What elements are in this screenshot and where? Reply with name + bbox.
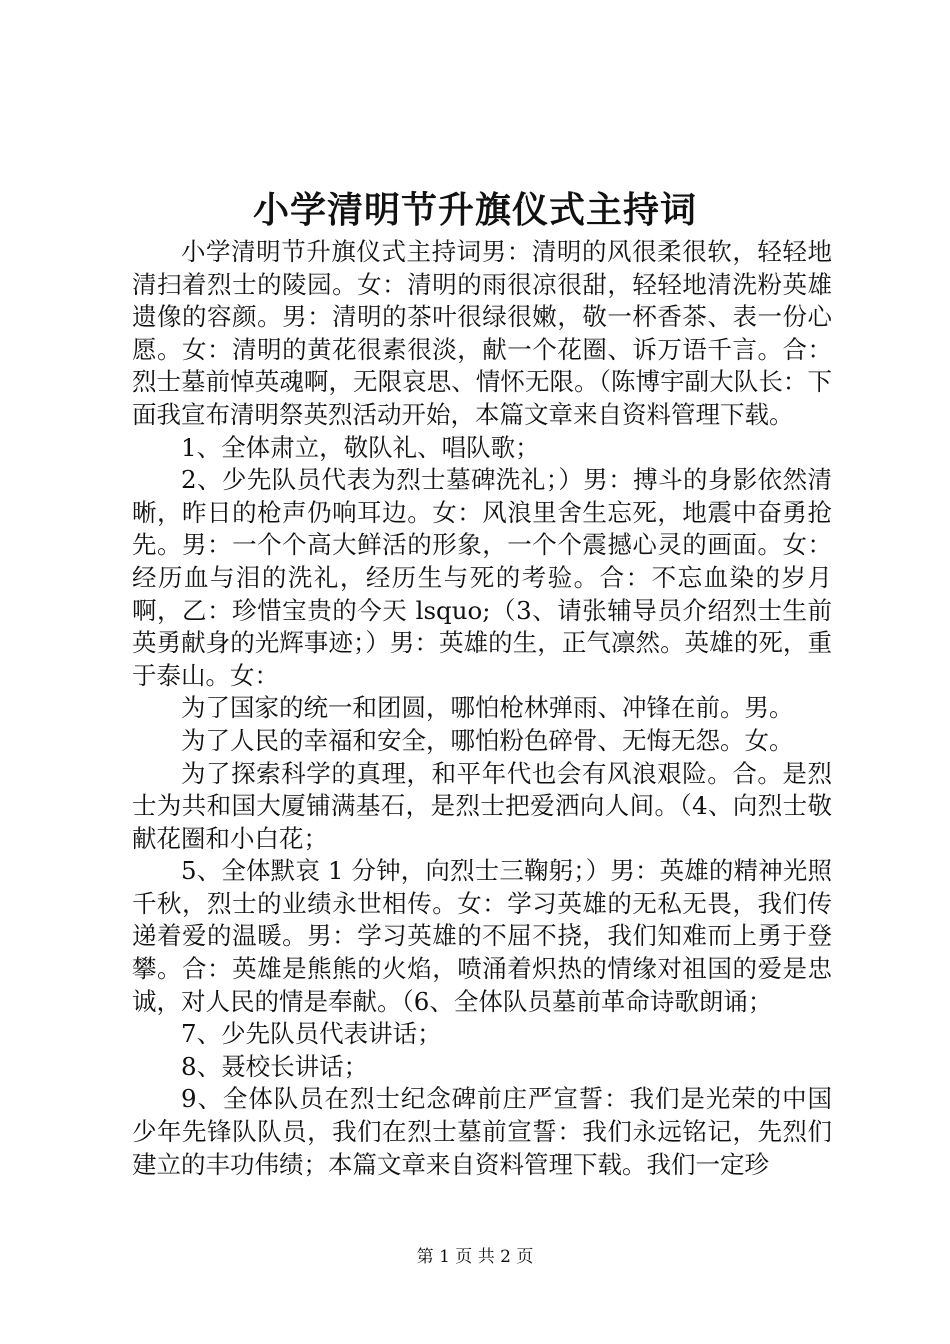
paragraph: 为了国家的统一和团圆，哪怕枪林弹雨、冲锋在前。男。: [181, 693, 794, 723]
paragraph: 9、全体队员在烈士纪念碑前庄严宣誓：我们是光荣的中国少年先锋队队员，我们在烈士墓前宣誓：我们永远铭记，先烈们建立的丰功伟绩；本篇文章来自资料管理下载。我们一定珍: [132, 1084, 832, 1179]
paragraph: 为了探索科学的真理，和平年代也会有风浪艰险。合。是烈士为共和国大厦铺满基石，是烈士把爱洒向人间。（4、向烈士敬献花圈和小白花；: [132, 758, 832, 853]
paragraph: 为了人民的幸福和安全，哪怕粉色碎骨、无悔无怨。女。: [181, 725, 794, 755]
paragraph: 8、聂校长讲话；: [181, 1051, 369, 1081]
paragraph: 7、少先队员代表讲话；: [181, 1019, 442, 1049]
paragraph: 2、少先队员代表为烈士墓碑洗礼；）男：搏斗的身影依然清晰，昨日的枪声仍响耳边。女：风浪里舍生忘死，地震中奋勇抢先。男：一个个高大鲜活的形象，一个个震撼心灵的画面。女：经历血与泪的洗礼，经历生与死的考验。合：不忘血染的岁月啊，乙：珍惜宝贵的今天 lsquo;（3、请张辅导员介绍烈士生前英勇献身的光辉事迹；）男：英雄的生，正气凛然。英雄的死，重于泰山。女：: [132, 465, 832, 690]
document-body: [132, 236, 832, 1181]
paragraph: 1、全体肃立，敬队礼、唱队歌；: [181, 432, 540, 462]
page-number-footer: 第 1 页 共 2 页: [416, 1247, 534, 1267]
paragraph: 5、全体默哀 1 分钟，向烈士三鞠躬；）男：英雄的精神光照千秋，烈士的业绩永世相传。女：学习英雄的无私无畏，我们传递着爱的温暖。男：学习英雄的不屈不挠，我们知难而上勇于登攀。合：英雄是熊熊的火焰，喷涌着炽热的情缘对祖国的爱是忠诚，对人民的情是奉献。（6、全体队员墓前革命诗歌朗诵；: [132, 856, 832, 1016]
paragraph: 小学清明节升旗仪式主持词男：清明的风很柔很软，轻轻地清扫着烈士的陵园。女：清明的雨很凉很甜，轻轻地清洗粉英雄遗像的容颜。男：清明的茶叶很绿很嫩，敬一杯香茶、表一份心愿。女：清明的黄花很素很淡，献一个花圈、诉万语千言。合：烈士墓前悼英魂啊，无限哀思、情怀无限。（陈博宇副大队长：下面我宣布清明祭英烈活动开始，本篇文章来自资料管理下载。: [132, 237, 832, 429]
document-title: 小学清明节升旗仪式主持词: [252, 189, 697, 231]
